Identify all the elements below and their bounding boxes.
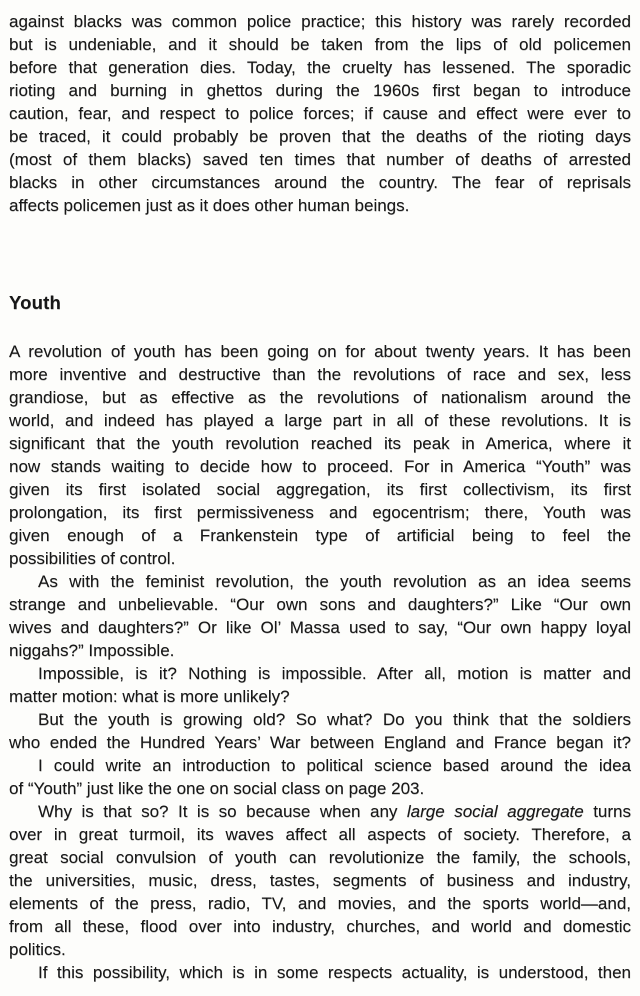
text-line: blacks in other circumstances around the country. The fear of reprisals <box>9 173 631 192</box>
text-line: given enough of a Frankenstein type of artificial being to feel the <box>9 526 631 545</box>
text-line: matter motion: what is more unlikely? <box>9 687 290 706</box>
text-line: rioting and burning in ghettos during the 1960s first began to introduce <box>9 81 631 100</box>
text-line: be traced, it could probably be proven that the deaths of the rioting days <box>9 127 631 146</box>
text-line: elements of the press, radio, TV, and movies, and the sports world—and, <box>9 894 631 913</box>
text-line: from all these, flood over into industry, churches, and world and domestic <box>9 917 631 936</box>
italic-text: large social aggregate <box>406 802 584 821</box>
text-line: who ended the Hundred Years’ War between England and France began it? <box>9 733 631 752</box>
text-line: niggahs?” Impossible. <box>9 641 175 660</box>
paragraph <box>9 800 631 961</box>
paragraph <box>9 662 631 708</box>
text-line: But the youth is growing old? So what? Do you think that the soldiers <box>38 710 631 729</box>
section-heading: Youth <box>9 292 62 313</box>
paragraph <box>9 708 631 754</box>
text-line: I could write an introduction to political science based around the idea <box>38 756 631 775</box>
text-line: significant that the youth revolution reached its peak in America, where it <box>9 434 631 453</box>
text-line: strange and unbelievable. “Our own sons and daughters?” Like “Our own <box>9 595 631 614</box>
text-line: affects policemen just as it does other human beings. <box>9 196 410 215</box>
text-line: wives and daughters?” Or like Ol’ Massa used to say, “Our own happy loyal <box>9 618 631 637</box>
text-line: As with the feminist revolution, the youth revolution as an idea seems <box>38 572 631 591</box>
text-line: against blacks was common police practice; this history was rarely recorded <box>9 12 631 31</box>
text-line: caution, fear, and respect to police forces; if cause and effect were ever to <box>9 104 631 123</box>
text-line: but is undeniable, and it should be taken from the lips of old policemen <box>9 35 631 54</box>
text-line: grandiose, but as effective as the revolutions of nationalism around the <box>9 388 631 407</box>
paragraph <box>9 570 631 662</box>
text-line: possibilities of control. <box>9 549 176 568</box>
text-line: before that generation dies. Today, the cruelty has lessened. The sporadic <box>9 58 631 77</box>
text-line: (most of them blacks) saved ten times that number of deaths of arrested <box>9 150 631 169</box>
text-line: prolongation, its first permissiveness and egocentrism; there, Youth was <box>9 503 631 522</box>
text-line: given its first isolated social aggregation, its first collectivism, its first <box>9 480 631 499</box>
text-line: If this possibility, which is in some respects actuality, is understood, then <box>38 963 631 982</box>
text-line: Impossible, is it? Nothing is impossible. After all, motion is matter and <box>38 664 631 683</box>
paragraph <box>9 961 631 984</box>
text-line: over in great turmoil, its waves affect all aspects of society. Therefore, a <box>9 825 631 844</box>
text-line: of “Youth” just like the one on social class on page 203. <box>9 779 425 798</box>
page-content <box>9 10 631 984</box>
paragraph <box>9 340 631 570</box>
text-line: Why is that so? It is so because when any large social aggregate turns <box>38 802 631 821</box>
text-line: world, and indeed has played a large part in all of these revolutions. It is <box>9 411 631 430</box>
text-line: the universities, music, dress, tastes, segments of business and industry, <box>9 871 631 890</box>
paragraph <box>9 10 631 217</box>
text-line: A revolution of youth has been going on for about twenty years. It has been <box>9 342 631 361</box>
paragraph <box>9 754 631 800</box>
text-line: politics. <box>9 940 66 959</box>
text-line: now stands waiting to decide how to proceed. For in America “Youth” was <box>9 457 631 476</box>
text-line: great social convulsion of youth can revolutionize the family, the schools, <box>9 848 631 867</box>
text-line: more inventive and destructive than the revolutions of race and sex, less <box>9 365 631 384</box>
